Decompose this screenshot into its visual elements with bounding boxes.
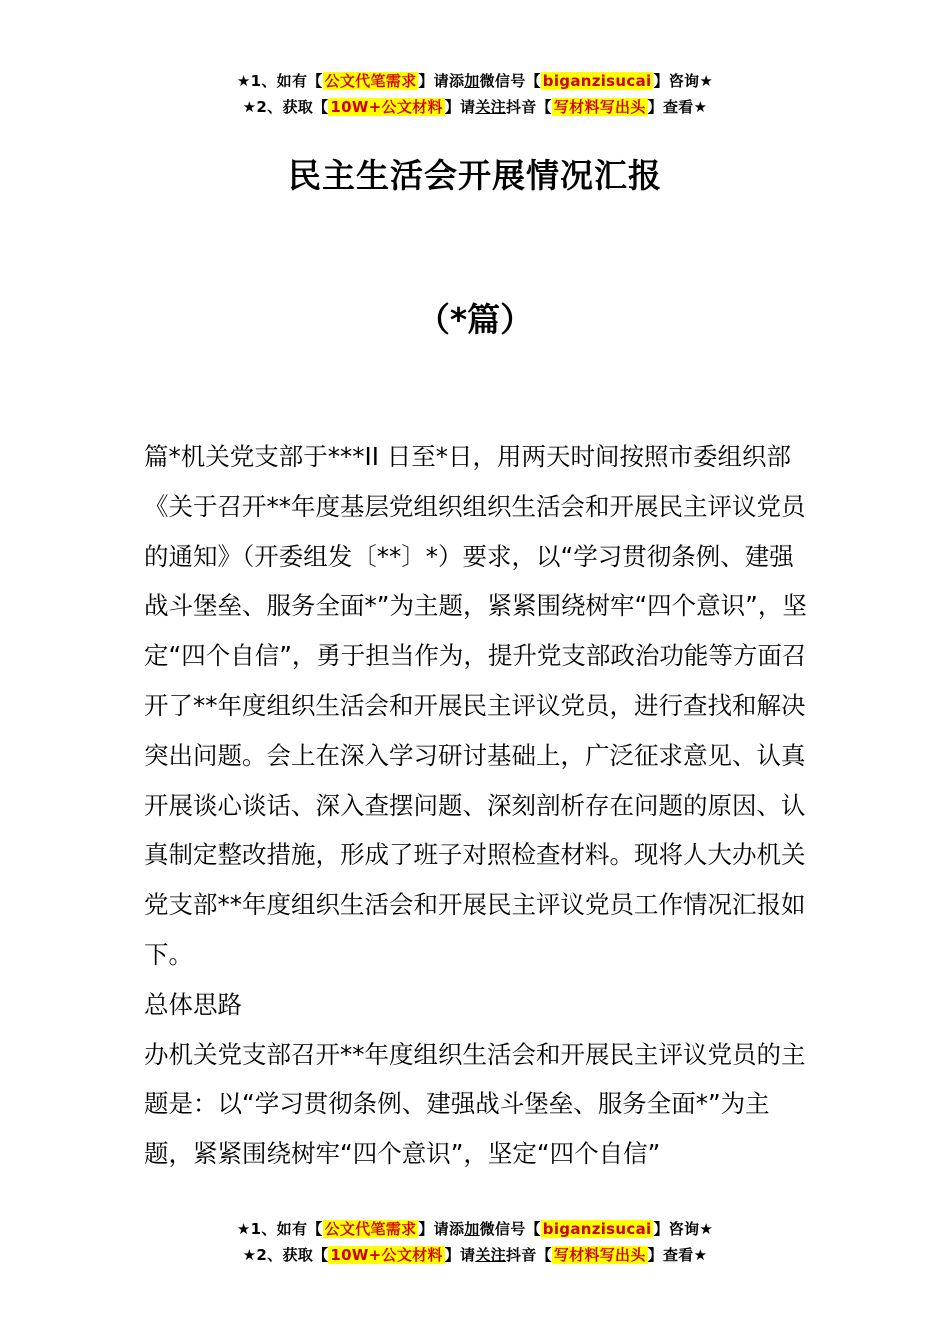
promo-text: 】咨询★ [653,72,714,90]
promo-underlined: 加 [464,72,480,90]
promo-line-2 [0,1242,950,1268]
promo-highlight: 10W+公文材料 [330,1246,443,1264]
promo-underlined: 关注 [475,98,506,116]
document-title: 民主生活会开展情况汇报 [288,156,662,195]
promo-text: 】请添 [418,72,465,90]
promo-text: 抖音【 [505,98,552,116]
body-paragraph: 篇*机关党支部于***II 日至*日，用两天时间按照市委组织部《关于召开**年度基层党组织组织生活会和开展民主评议党员的通知》（开委组发〔**〕*）要求，以“学习贯彻条例、建强战斗堡垒、服务全面*”为主题，紧紧围绕树牢“四个意识”，坚定“四个自信”，勇于担当作为，提升党支部政治功能等方面召开了**年度组织生活会和开展民主评议党员，进行查找和解决突出问题。会上在深入学习研讨基础上，广泛征求意见、认真开展谈心谈话、深入查摆问题、深刻剖析存在问题的原因、认真制定整改措施，形成了班子对照检查材料。现将人大办机关党支部**年度组织生活会和开展民主评议党员工作情况汇报如下。 [144,442,807,969]
promo-text: 】请 [444,1246,476,1264]
body-paragraph: 办机关党支部召开**年度组织生活会和开展民主评议党员的主题是：以“学习贯彻条例、建强战斗堡垒、服务全面*”为主题，紧紧围绕树牢“四个意识”，坚定“四个自信” [144,1039,806,1169]
promo-text: 】咨询★ [653,1220,714,1238]
promo-text: 】请添 [418,1220,465,1238]
document-subtitle: （*篇） [416,300,534,339]
promo-text: ★2、获取【 [242,1246,329,1264]
promo-line-1 [0,68,950,94]
section-heading: 总体思路 [144,989,242,1019]
promo-text: 】查看★ [647,98,708,116]
promo-douyin-id: 写材料写出头 [553,1246,646,1264]
promo-text: 抖音【 [505,1246,552,1264]
promo-line-1 [0,1216,950,1242]
promo-wechat-id: biganzisucai [542,72,652,90]
promo-text: 微信号【 [479,1220,541,1238]
promo-underlined: 加 [464,1220,480,1238]
document-body [144,432,810,1179]
promo-highlight: 公文代笔需求 [324,72,417,90]
promo-text: ★2、获取【 [242,98,329,116]
promo-text: 】查看★ [647,1246,708,1264]
promo-text: 微信号【 [479,72,541,90]
promo-header [0,68,950,120]
promo-text: 】请 [444,98,476,116]
promo-highlight: 10W+公文材料 [330,98,443,116]
promo-text: ★1、如有【 [236,72,323,90]
promo-underlined: 关注 [475,1246,506,1264]
promo-highlight: 公文代笔需求 [324,1220,417,1238]
promo-line-2 [0,94,950,120]
promo-footer [0,1216,950,1268]
promo-douyin-id: 写材料写出头 [553,98,646,116]
promo-wechat-id: biganzisucai [542,1220,652,1238]
promo-text: ★1、如有【 [236,1220,323,1238]
